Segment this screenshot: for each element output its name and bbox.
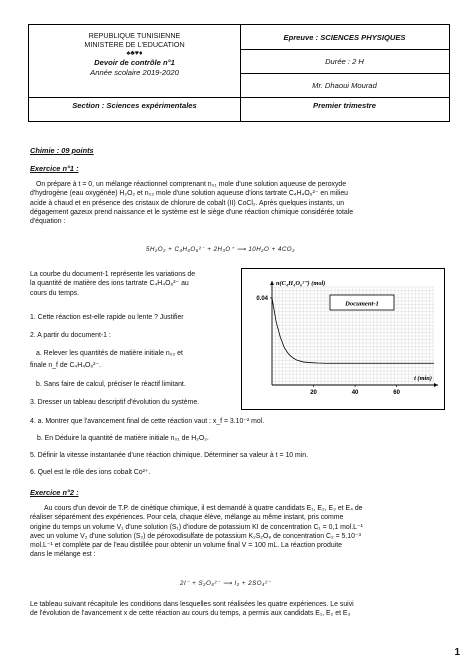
y-axis-arrow xyxy=(270,281,274,285)
question-3: 3. Dresser un tableau descriptif d'évolution du système. xyxy=(30,399,200,406)
doc-description: La courbe du document-1 représente les variations de la quantité de matière des ions tartrate C₄H₄O₆²⁻ au cours du temps. xyxy=(30,271,196,297)
question-4a: 4. a. Montrer que l'avancement final de cette réaction vaut : x_f = 3.10⁻² mol. xyxy=(30,418,265,425)
equation-2: 2I⁻ + S₂O₈²⁻ ⟶ I₂ + 2SO₄²⁻ xyxy=(180,580,272,587)
question-2: 2. A partir du document-1 : xyxy=(30,332,111,339)
x-axis-arrow xyxy=(434,383,438,387)
y-tick-label: 0.04 xyxy=(256,295,268,302)
exercise-2-end: Le tableau suivant récapitule les conditions dans lesquelles sont réalisées les quatre expériences. Le suivi de l'évolution de l'avancement x de cette réaction au cours du temps, a permis aux candidats E₁, E₂ et E₃ xyxy=(30,601,354,618)
x-tick-label: 60 xyxy=(393,390,400,396)
question-5: 5. Définir la vitesse instantanée d'une réaction chimique. Déterminer sa valeur à t = 10 min. xyxy=(30,452,309,459)
question-2a-line-2: finale n_f de C₄H₄O₆²⁻. xyxy=(30,362,102,369)
term: Premier trimestre xyxy=(313,101,376,110)
question-4b: b. En Déduire la quantité de matière initiale n₀₁ de H₂O₂. xyxy=(37,435,209,442)
school-year: Année scolaire 2019-2020 xyxy=(90,68,179,77)
x-axis-label: t (min) xyxy=(414,375,432,382)
x-tick-label: 40 xyxy=(351,390,359,396)
country: REPUBLIQUE TUNISIENNE xyxy=(88,31,181,40)
ministry: MINISTERE DE L'EDUCATION xyxy=(84,40,185,49)
document-1-chart xyxy=(241,268,445,410)
question-2b: b. Sans faire de calcul, préciser le réactif limitant. xyxy=(36,381,186,388)
duration: Durée : 2 H xyxy=(325,57,364,66)
x-tick-label: 20 xyxy=(310,390,317,396)
question-2a-line-1: a. Relever les quantités de matière initiale n₀₂ et xyxy=(36,350,183,357)
subject: Epreuve : SCIENCES PHYSIQUES xyxy=(283,33,406,42)
document-label: Document-1 xyxy=(345,300,379,308)
section: Section : Sciences expérimentales xyxy=(72,101,197,110)
exercise-1-title: Exercice n°1 : xyxy=(30,164,79,173)
chart-svg xyxy=(242,269,444,409)
exam-title: Devoir de contrôle n°1 xyxy=(94,58,175,67)
question-1: 1. Cette réaction est-elle rapide ou lente ? Justifier xyxy=(30,314,184,321)
header-table xyxy=(28,24,450,122)
exercise-2-intro: Au cours d'un devoir de T.P. de cinétique chimique, il est demandé à quatre candidats E₁, E₂, E₃ et E₄ de réaliser séparément des expériences. Pour cela, chaque élève, mélange au même instant, pris comme origine du temps un volume V₁ d'une solution (S₁) d'iodure de potassium KI de concentration C₁ = 0,1 mol.L⁻¹ avec un volume V₂ d'une solution (S₂) de péroxodisulfate de potassium K₂S₂O₈ de concentration C₂ = 5.10⁻³ mol.L⁻¹ et complète par de l'eau distillée pour obtenir un volume final V = 100 mL. La réaction produite dans le mélange est : xyxy=(30,505,363,559)
page-number: 1 xyxy=(454,647,460,658)
equation-1: 5H₂O₂ + C₄H₄O₆²⁻ + 2H₃O⁺ ⟶ 10H₂O + 4CO₂ xyxy=(146,246,295,253)
exercise-2-title: Exercice n°2 : xyxy=(30,488,79,497)
symbols: ♠♣♥♦ xyxy=(126,50,143,57)
question-6: 6. Quel est le rôle des ions cobalt Co²⁺. xyxy=(30,469,151,476)
teacher: Mr. Dhaoui Mourad xyxy=(312,81,377,90)
chimie-title: Chimie : 09 points xyxy=(30,146,94,155)
exercise-1-intro: On prépare à t = 0, un mélange réactionnel comprenant n₀₁ mole d'une solution aqueuse de peroxyde d'hydrogène (eau oxygénée) H₂O₂ et n₀₂ mole d'une solution aqueuse d'ions tartrate C₄H₄O₆²⁻ en milieu acide à chaud et en présence des cristaux de chlorure de cobalt (II) CoCl₂. Après quelques instants, un dégagement gazeux prend naissance et le système est le siège d'une réaction chimique considérée totale d'équation : xyxy=(30,181,354,226)
y-axis-label: n(C₄H₄O₆²⁻) (mol) xyxy=(276,280,326,287)
